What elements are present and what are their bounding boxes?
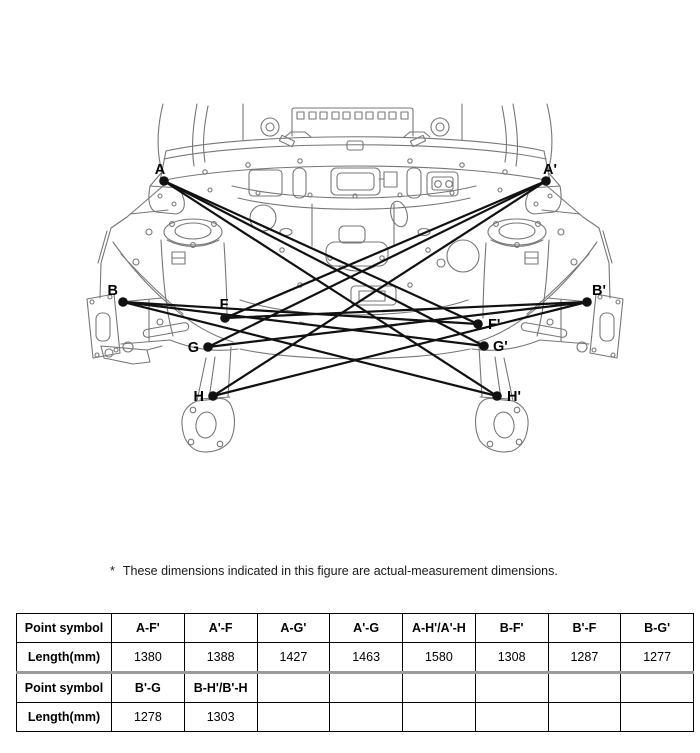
point-label-G: G	[187, 340, 199, 356]
measure-line-B-H'	[123, 302, 497, 396]
measurement-points	[118, 176, 592, 401]
length-cell: 1427	[257, 643, 330, 673]
symbol-cell: A-H'/A'-H	[403, 614, 476, 643]
table-row	[17, 673, 694, 703]
measure-point-G	[203, 342, 213, 352]
point-label-H': H'	[507, 389, 521, 405]
length-cell: 1463	[330, 643, 403, 673]
symbol-cell	[548, 673, 621, 703]
measure-line-A-F'	[164, 181, 478, 324]
measure-point-H'	[492, 391, 502, 401]
length-cell	[330, 703, 403, 732]
length-cell: 1287	[548, 643, 621, 673]
length-cell: 1277	[621, 643, 694, 673]
table-row	[17, 643, 694, 673]
measure-point-F	[220, 313, 230, 323]
measure-point-H	[208, 391, 218, 401]
measure-point-B'	[582, 297, 592, 307]
length-cell: 1380	[112, 643, 185, 673]
symbol-cell	[257, 673, 330, 703]
measure-point-B	[118, 297, 128, 307]
symbol-cell: A'-G	[330, 614, 403, 643]
footnote-asterisk: *	[110, 564, 115, 578]
symbol-cell: B'-G	[112, 673, 185, 703]
point-label-B: B	[107, 283, 118, 299]
table-row	[17, 703, 694, 732]
footnote-text: These dimensions indicated in this figure are actual-measurement dimensions.	[122, 564, 558, 578]
point-label-A': A'	[543, 162, 557, 178]
symbol-cell: B-H'/B'-H	[184, 673, 257, 703]
symbol-cell: A-F'	[112, 614, 185, 643]
dimension-table	[16, 613, 694, 732]
figure-footnote	[110, 564, 558, 578]
length-cell: 1303	[184, 703, 257, 732]
symbol-cell: B-G'	[621, 614, 694, 643]
symbol-cell: A'-F	[184, 614, 257, 643]
point-label-F': F'	[488, 317, 501, 333]
point-label-B': B'	[592, 283, 606, 299]
symbol-cell: B-F'	[475, 614, 548, 643]
row-header: Length(mm)	[17, 703, 112, 732]
length-cell	[257, 703, 330, 732]
row-header: Point symbol	[17, 614, 112, 643]
length-cell: 1388	[184, 643, 257, 673]
symbol-cell	[403, 673, 476, 703]
measure-point-G'	[479, 341, 489, 351]
symbol-cell	[475, 673, 548, 703]
point-label-F: F	[219, 297, 229, 313]
length-cell	[403, 703, 476, 732]
length-cell	[548, 703, 621, 732]
symbol-cell: B'-F	[548, 614, 621, 643]
point-label-H: H	[193, 389, 204, 405]
car-body-line-art	[87, 104, 623, 452]
measure-point-F'	[473, 319, 483, 329]
table-row	[17, 614, 694, 643]
point-label-A: A	[154, 162, 166, 178]
point-label-G': G'	[493, 339, 508, 355]
length-cell: 1580	[403, 643, 476, 673]
measure-line-B'-G	[208, 302, 587, 347]
length-cell	[621, 703, 694, 732]
length-cell: 1308	[475, 643, 548, 673]
row-header: Point symbol	[17, 673, 112, 703]
length-cell	[475, 703, 548, 732]
symbol-cell: A-G'	[257, 614, 330, 643]
row-header: Length(mm)	[17, 643, 112, 673]
symbol-cell	[621, 673, 694, 703]
measurement-lines	[123, 181, 587, 396]
symbol-cell	[330, 673, 403, 703]
length-cell: 1278	[112, 703, 185, 732]
